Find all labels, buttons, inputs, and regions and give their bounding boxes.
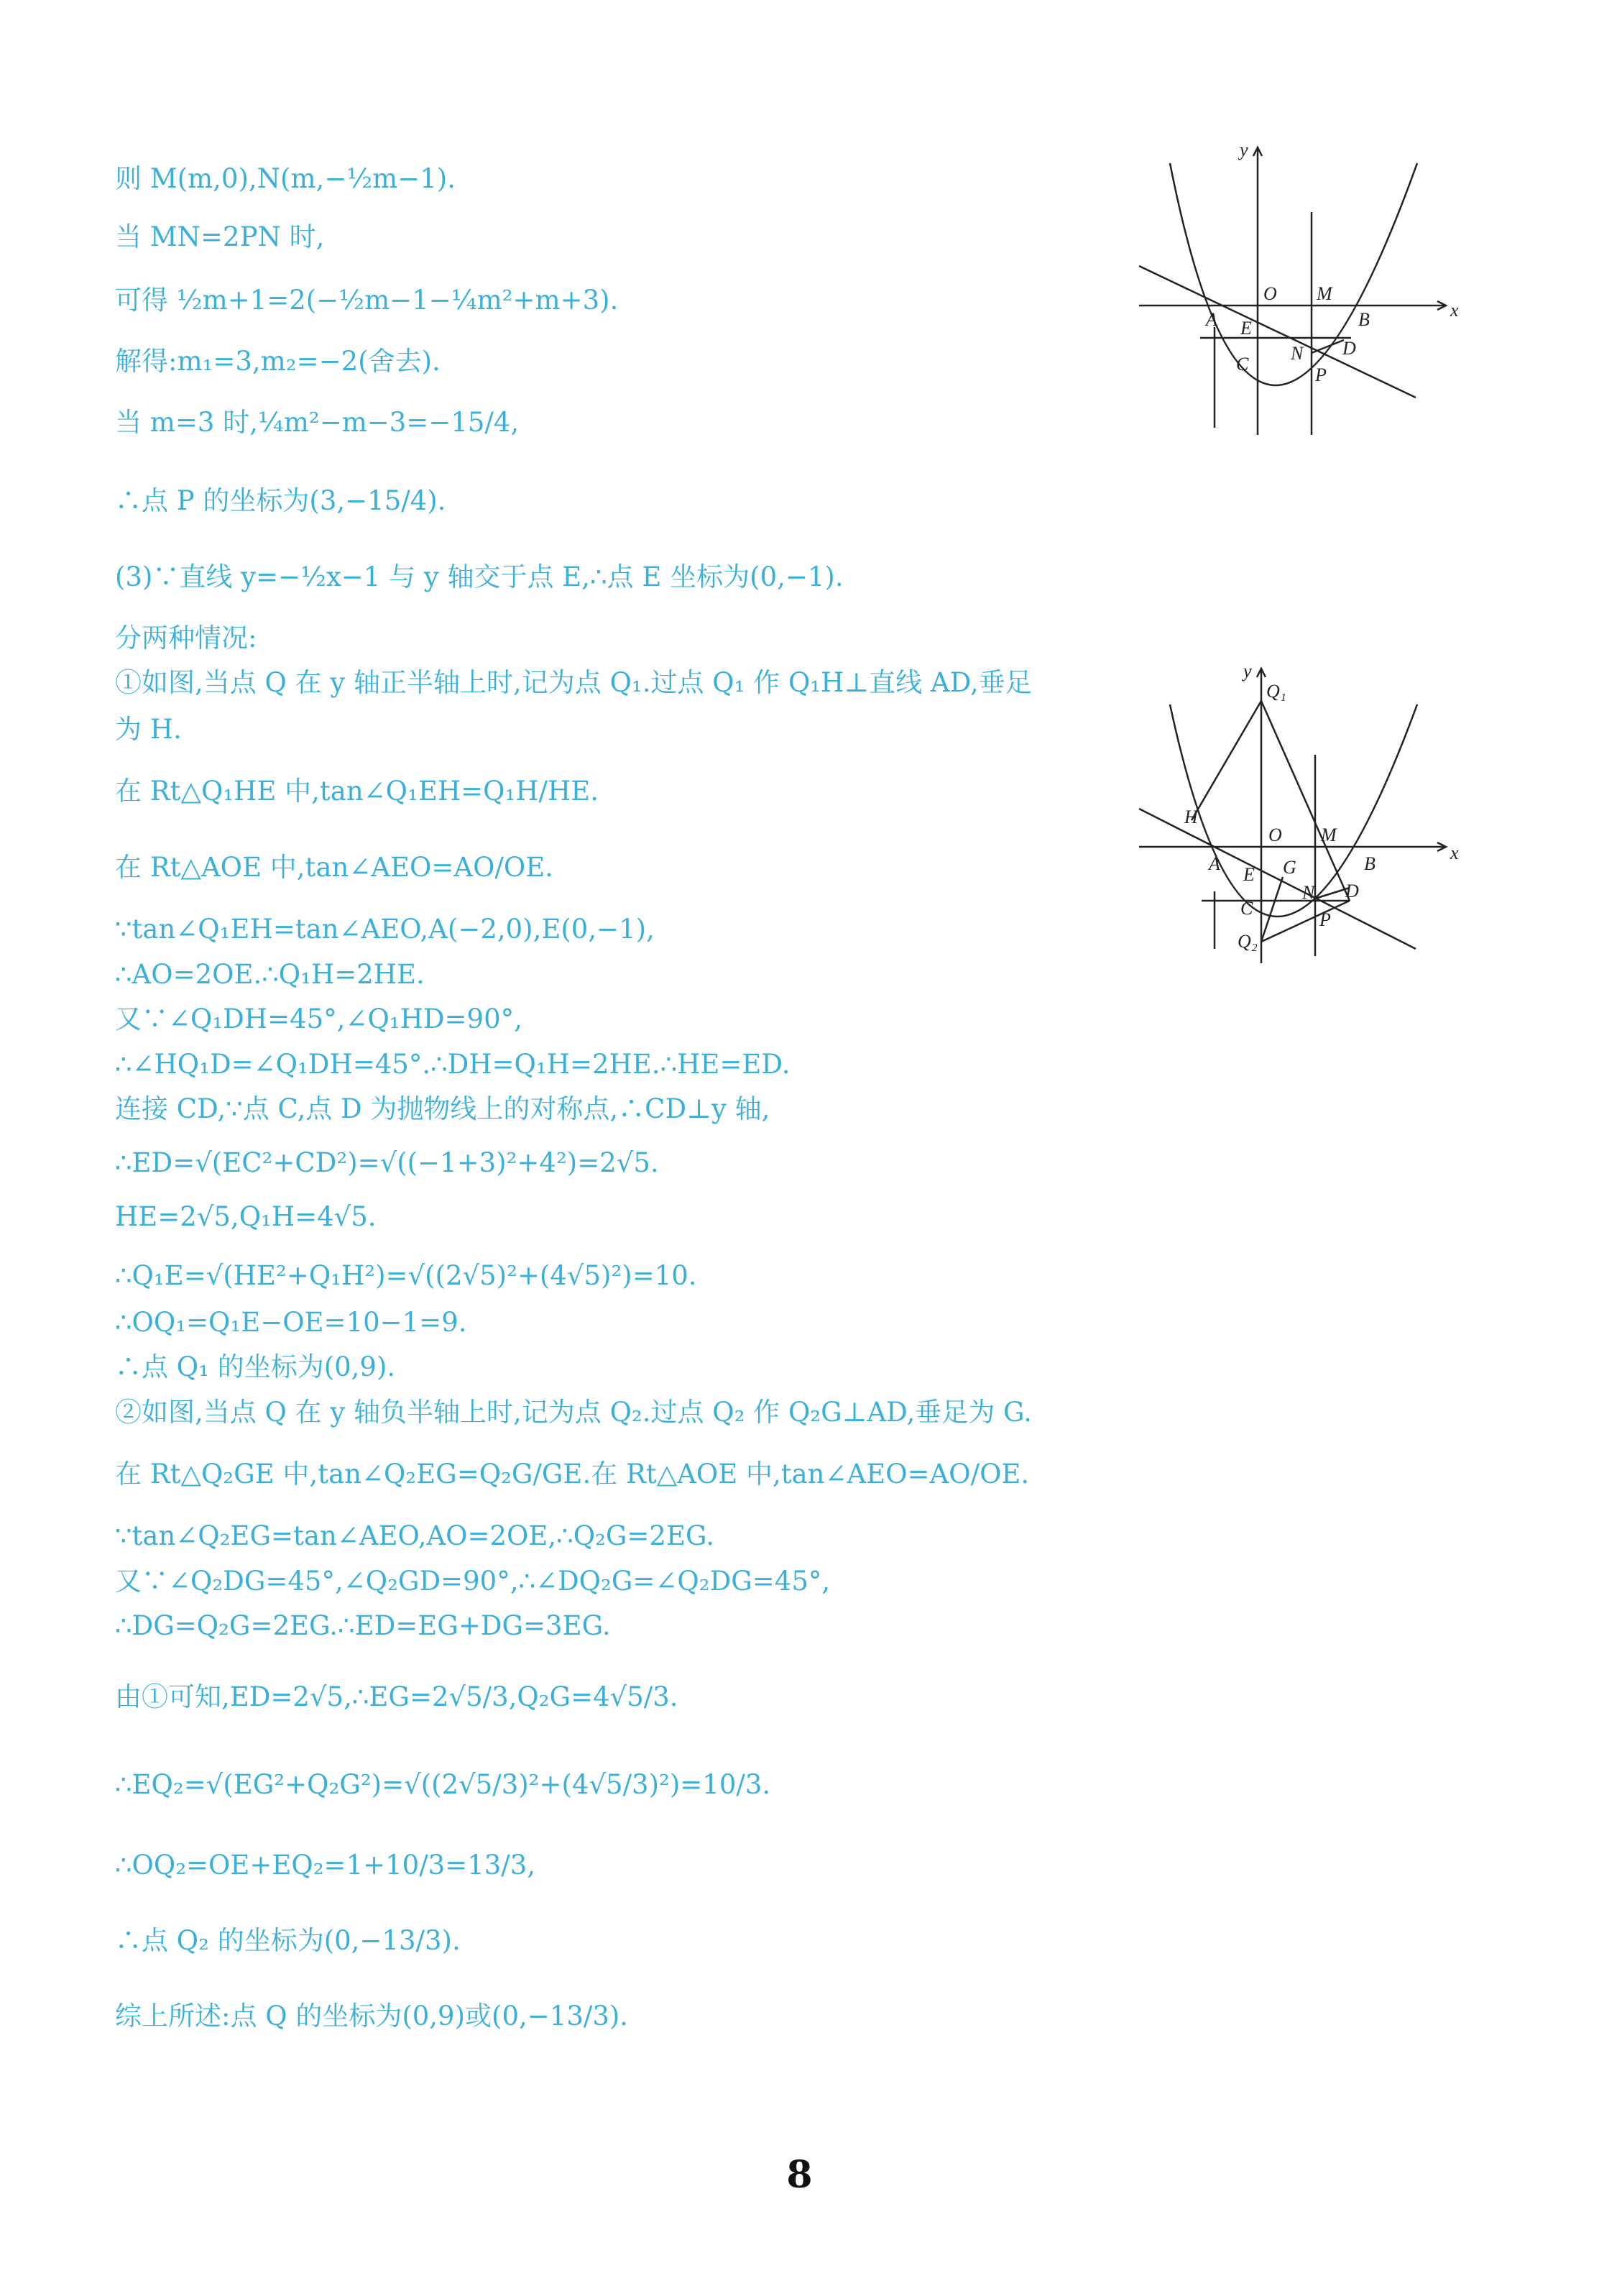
solution-line-17: 连接 CD,∵点 C,点 D 为抛物线上的对称点,∴CD⊥y 轴,: [115, 1093, 770, 1124]
fig1-label-b: B: [1358, 309, 1370, 330]
solution-line-14: ∴AO=2OE.∴Q₁H=2HE.: [115, 959, 425, 990]
solution-line-19: HE=2√5,Q₁H=4√5.: [115, 1201, 377, 1232]
fig2-label-e: E: [1243, 864, 1255, 885]
fig1-label-c: C: [1236, 354, 1249, 375]
fig2-label-m: M: [1321, 825, 1337, 845]
line-q1d: [1261, 701, 1350, 901]
parabola: [1170, 704, 1417, 917]
solution-line-23: ②如图,当点 Q 在 y 轴负半轴上时,记为点 Q₂.过点 Q₂ 作 Q₂G⊥AD,垂足为 G.: [115, 1397, 1033, 1428]
line-q2g: [1261, 877, 1283, 942]
solution-line-11: 在 Rt△Q₁HE 中,tan∠Q₁EH=Q₁H/HE.: [115, 776, 599, 807]
fig2-label-q1: Q₁: [1266, 681, 1286, 702]
solution-line-18: ∴ED=√(EC²+CD²)=√((−1+3)²+4²)=2√5.: [115, 1147, 659, 1178]
solution-line-12: 在 Rt△AOE 中,tan∠AEO=AO/OE.: [115, 852, 553, 883]
solution-line-15: 又∵∠Q₁DH=45°,∠Q₁HD=90°,: [115, 1004, 522, 1034]
fig2-label-d: D: [1345, 881, 1359, 901]
solution-line-9: ①如图,当点 Q 在 y 轴正半轴上时,记为点 Q₁.过点 Q₁ 作 Q₁H⊥直线 AD,垂足: [115, 667, 1032, 698]
line-q1h: [1192, 701, 1261, 820]
fig1-label-x: x: [1450, 300, 1459, 321]
solution-line-1: 则 M(m,0),N(m,−½m−1).: [115, 163, 456, 194]
solution-line-13: ∵tan∠Q₁EH=tan∠AEO,A(−2,0),E(0,−1),: [115, 914, 655, 945]
solution-line-26: 又∵∠Q₂DG=45°,∠Q₂GD=90°,∴∠DQ₂G=∠Q₂DG=45°,: [115, 1566, 831, 1597]
fig2-label-p: P: [1319, 909, 1331, 930]
fig2-label-b: B: [1364, 853, 1375, 874]
fig2-label-y: y: [1243, 661, 1252, 681]
fig1-label-m: M: [1317, 283, 1332, 304]
fig2-label-n: N: [1302, 882, 1315, 903]
page-number: 8: [786, 2153, 813, 2197]
fig2-label-c: C: [1240, 898, 1253, 919]
fig1-label-a: A: [1206, 309, 1217, 330]
solution-line-4: 解得:m₁=3,m₂=−2(舍去).: [115, 346, 441, 377]
fig2-label-x: x: [1450, 842, 1459, 863]
fig1-label-e: E: [1240, 318, 1252, 339]
solution-line-10: 为 H.: [115, 714, 182, 745]
solution-line-8: 分两种情况:: [115, 623, 257, 653]
figure-1-parabola-diagram: [1135, 140, 1466, 442]
solution-line-2: 当 MN=2PN 时,: [115, 221, 325, 252]
fig1-label-o: O: [1263, 283, 1277, 304]
solution-line-28: 由①可知,ED=2√5,∴EG=2√5/3,Q₂G=4√5/3.: [115, 1681, 678, 1712]
fig2-label-q2: Q₂: [1238, 931, 1258, 952]
solution-line-31: ∴点 Q₂ 的坐标为(0,−13/3).: [115, 1925, 461, 1956]
solution-line-16: ∴∠HQ₁D=∠Q₁DH=45°.∴DH=Q₁H=2HE.∴HE=ED.: [115, 1049, 791, 1080]
solution-line-7: (3)∵直线 y=−½x−1 与 y 轴交于点 E,∴点 E 坐标为(0,−1).: [115, 561, 844, 592]
solution-line-5: 当 m=3 时,¼m²−m−3=−15/4,: [115, 407, 520, 438]
solution-line-27: ∴DG=Q₂G=2EG.∴ED=EG+DG=3EG.: [115, 1610, 611, 1641]
fig2-label-h: H: [1184, 807, 1198, 827]
solution-line-30: ∴OQ₂=OE+EQ₂=1+10/3=13/3,: [115, 1850, 536, 1881]
solution-line-6: ∴点 P 的坐标为(3,−15/4).: [115, 485, 446, 516]
solution-line-29: ∴EQ₂=√(EG²+Q₂G²)=√((2√5/3)²+(4√5/3)²)=10/3.: [115, 1769, 771, 1800]
fig2-label-o: O: [1268, 825, 1282, 845]
fig1-label-p: P: [1315, 364, 1327, 385]
solution-line-3: 可得 ½m+1=2(−½m−1−¼m²+m+3).: [115, 285, 619, 316]
fig2-label-g: G: [1283, 857, 1296, 878]
fig1-label-n: N: [1291, 343, 1304, 364]
figure-2-parabola-diagram: [1135, 661, 1466, 978]
fig2-label-a: A: [1209, 853, 1220, 874]
solution-line-24: 在 Rt△Q₂GE 中,tan∠Q₂EG=Q₂G/GE.在 Rt△AOE 中,tan∠AEO=AO/OE.: [115, 1459, 1030, 1489]
solution-line-25: ∵tan∠Q₂EG=tan∠AEO,AO=2OE,∴Q₂G=2EG.: [115, 1520, 714, 1551]
solution-line-32: 综上所述:点 Q 的坐标为(0,9)或(0,−13/3).: [115, 2001, 629, 2031]
fig1-label-y: y: [1240, 140, 1248, 160]
solution-line-22: ∴点 Q₁ 的坐标为(0,9).: [115, 1351, 396, 1382]
solution-line-20: ∴Q₁E=√(HE²+Q₁H²)=√((2√5)²+(4√5)²)=10.: [115, 1260, 697, 1291]
fig1-label-d: D: [1342, 338, 1356, 359]
solution-line-21: ∴OQ₁=Q₁E−OE=10−1=9.: [115, 1307, 467, 1338]
line-ad: [1139, 266, 1416, 398]
